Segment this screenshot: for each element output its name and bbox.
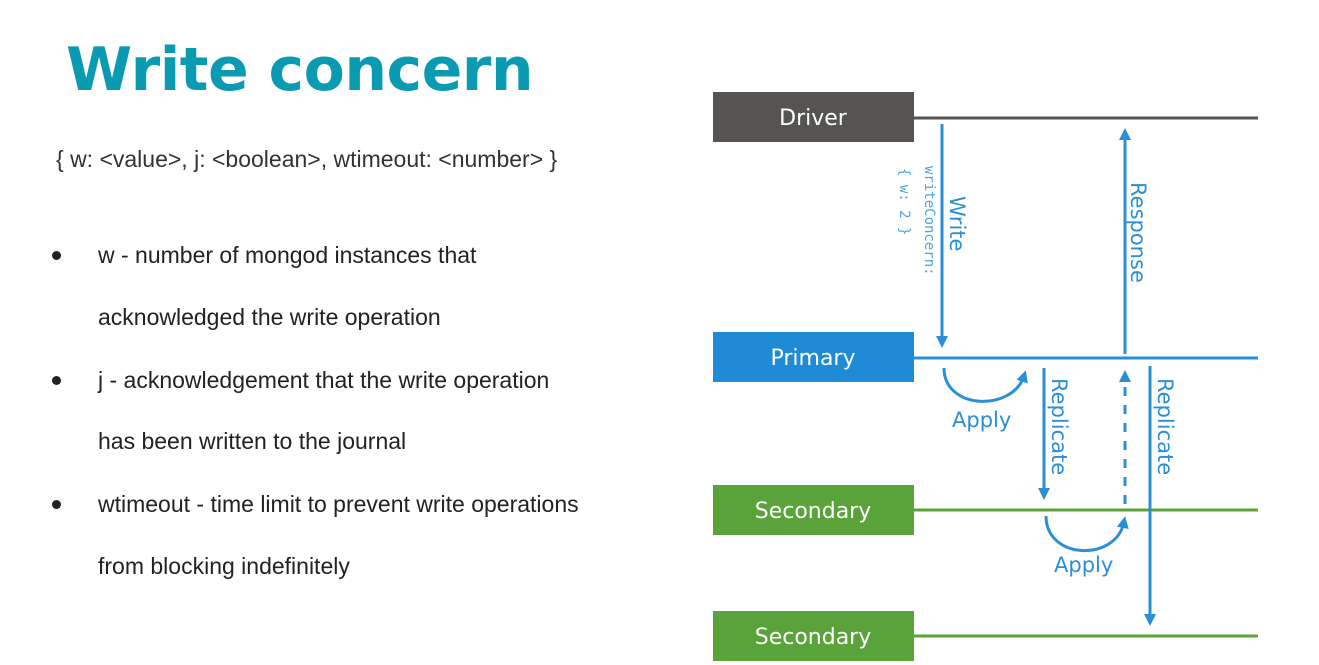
slide-title: Write concern [66, 35, 534, 105]
primary-label: Primary [770, 346, 856, 371]
replicate-1-label: Replicate [1047, 378, 1071, 476]
write-label: Write [945, 196, 969, 252]
replicate-2-label: Replicate [1153, 378, 1177, 476]
apply-primary-arrow [944, 368, 1024, 401]
bullet-2-line-1: j - acknowledgement that the write operation [98, 367, 550, 393]
secondary2-label: Secondary [754, 625, 872, 650]
write-concern-label-1: writeConcern: [921, 166, 937, 276]
apply-secondary-arrow [1046, 516, 1124, 551]
apply-secondary-label: Apply [1054, 553, 1114, 577]
bullet-2-line-2: has been written to the journal [98, 428, 407, 454]
bullet-1-line-2: acknowledged the write operation [98, 304, 441, 330]
driver-node [713, 92, 914, 142]
primary-node [713, 332, 914, 382]
bullet-3-line-1: wtimeout - time limit to prevent write operations [98, 491, 579, 517]
bullet-3-line-2: from blocking indefinitely [98, 553, 350, 579]
secondary2-node [713, 611, 914, 661]
driver-label: Driver [779, 106, 847, 131]
apply-primary-label: Apply [952, 408, 1012, 432]
write-concern-syntax: { w: <value>, j: <boolean>, wtimeout: <number> } [56, 146, 558, 172]
response-label: Response [1126, 182, 1150, 283]
secondary1-label: Secondary [754, 499, 872, 524]
bullet-1-line-1: w - number of mongod instances that [98, 242, 477, 268]
write-concern-label-2: { w: 2 } [896, 168, 912, 236]
secondary1-node [713, 485, 914, 535]
